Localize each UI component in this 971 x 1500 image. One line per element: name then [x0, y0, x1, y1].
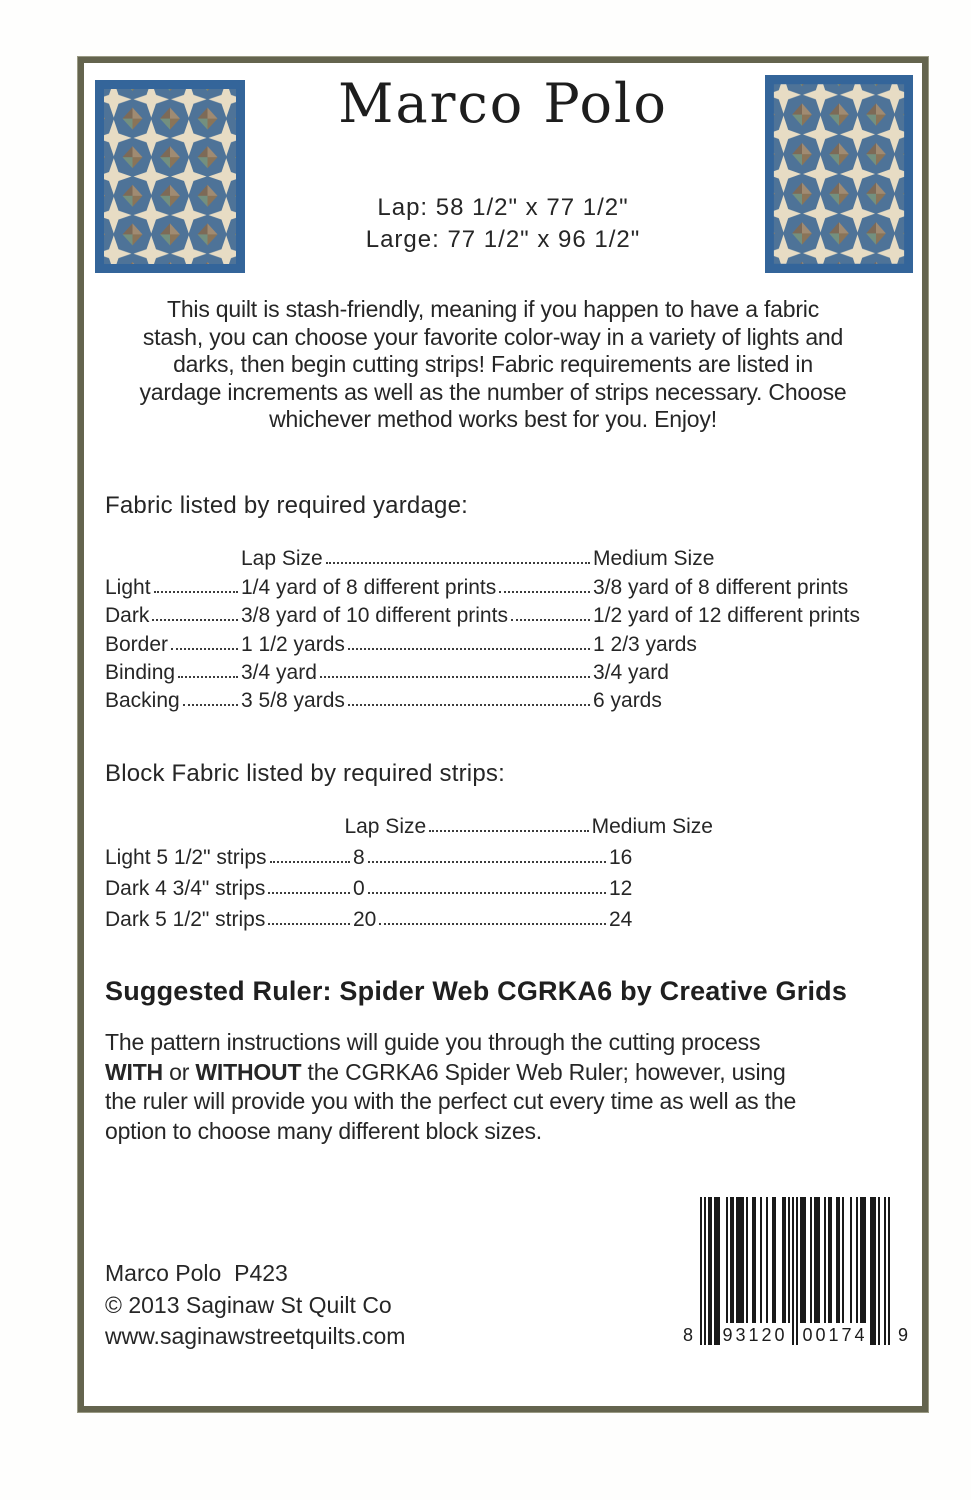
row-lap-value: 1/4 yard of 8 different prints: [241, 575, 497, 599]
ruler-line: The pattern instructions will guide you through the cutting process: [105, 1029, 761, 1055]
footer-copyright: © 2013 Saginaw St Quilt Co: [105, 1291, 392, 1318]
barcode: [683, 1197, 908, 1345]
page-title: Marco Polo: [338, 72, 668, 135]
row-lap-value: 3/8 yard of 10 different prints: [241, 604, 508, 628]
ruler-line: the ruler will provide you with the perfect cut every time as well as the: [105, 1088, 797, 1114]
row-lap-value: 3/4 yard: [241, 660, 317, 684]
footer: [105, 1258, 405, 1353]
table-row: [105, 657, 893, 685]
intro-line: stash, you can choose your favorite color-way in a variety of lights and: [142, 323, 844, 350]
intro-line: yardage increments as well as the number of strips necessary. Choose: [139, 378, 847, 405]
row-medium-value: 24: [609, 908, 633, 931]
ruler-heading: Suggested Ruler: Spider Web CGRKA6 by Creative Grids: [105, 976, 848, 1006]
quilt-sizes: [78, 192, 928, 256]
row-label: Dark 5 1/2" strips: [105, 908, 266, 931]
row-medium-value: 1/2 yard of 12 different prints: [593, 604, 860, 628]
row-label: Dark: [105, 604, 150, 628]
row-label: Light: [105, 575, 151, 599]
footer-title-number: Marco Polo P423: [105, 1260, 288, 1286]
table-row: [105, 870, 713, 901]
row-medium-value: 12: [609, 877, 633, 900]
row-medium-value: 16: [609, 846, 633, 869]
yardage-col-medium: Medium Size: [593, 547, 715, 571]
table-row: [105, 685, 893, 713]
barcode-right-digit: 9: [897, 1325, 908, 1345]
intro-line: darks, then begin cutting strips! Fabric requirements are listed in: [173, 351, 813, 377]
row-lap-value: 0: [353, 877, 365, 900]
ruler-without: WITHOUT: [195, 1058, 302, 1085]
intro-line: This quilt is stash-friendly, meaning if you happen to have a fabric: [166, 296, 820, 322]
strips-heading: Block Fabric listed by required strips:: [105, 760, 505, 787]
row-medium-value: 6 yards: [593, 689, 662, 713]
ruler-with: WITH: [105, 1058, 163, 1085]
barcode-group2: 00174: [800, 1325, 870, 1345]
row-lap-value: 8: [353, 846, 365, 869]
row-lap-value: 20: [353, 908, 377, 931]
table-row: [105, 628, 893, 656]
table-row: [105, 901, 713, 932]
intro-paragraph: [88, 296, 898, 434]
strips-col-medium: Medium Size: [591, 815, 713, 838]
row-medium-value: 1 2/3 yards: [593, 632, 697, 656]
footer-website: www.saginawstreetquilts.com: [105, 1323, 406, 1349]
size-lap: Lap: 58 1/2" x 77 1/2": [377, 194, 629, 221]
row-lap-value: 1 1/2 yards: [241, 632, 345, 656]
ruler-line: option to choose many different block sizes.: [105, 1117, 542, 1144]
barcode-group1: 93120: [720, 1325, 790, 1345]
strips-table: [105, 808, 713, 932]
row-label: Dark 4 3/4" strips: [105, 877, 266, 900]
row-label: Binding: [105, 660, 176, 684]
table-row: [105, 839, 713, 870]
strips-col-lap: Lap Size: [344, 815, 427, 838]
yardage-col-lap: Lap Size: [241, 547, 323, 571]
row-label: Light 5 1/2" strips: [105, 846, 267, 869]
ruler-paragraph: [105, 1028, 905, 1146]
yardage-table: [105, 543, 893, 713]
table-row: [105, 571, 893, 599]
table-row: [105, 600, 893, 628]
barcode-left-digit: 8: [683, 1325, 694, 1345]
yardage-header-row: [105, 543, 893, 571]
barcode-bars: [700, 1197, 890, 1345]
row-label: Border: [105, 632, 169, 656]
yardage-heading: Fabric listed by required yardage:: [105, 492, 468, 519]
row-medium-value: 3/4 yard: [593, 660, 669, 684]
strips-header-row: [105, 808, 713, 839]
row-label: Backing: [105, 689, 180, 713]
intro-line: whichever method works best for you. Enjoy!: [269, 406, 717, 432]
ruler-line: WITH or WITHOUT the CGRKA6 Spider Web Ruler; however, using: [105, 1058, 786, 1085]
row-lap-value: 3 5/8 yards: [241, 689, 345, 713]
row-medium-value: 3/8 yard of 8 different prints: [593, 575, 849, 599]
size-large: Large: 77 1/2" x 96 1/2": [365, 226, 641, 253]
